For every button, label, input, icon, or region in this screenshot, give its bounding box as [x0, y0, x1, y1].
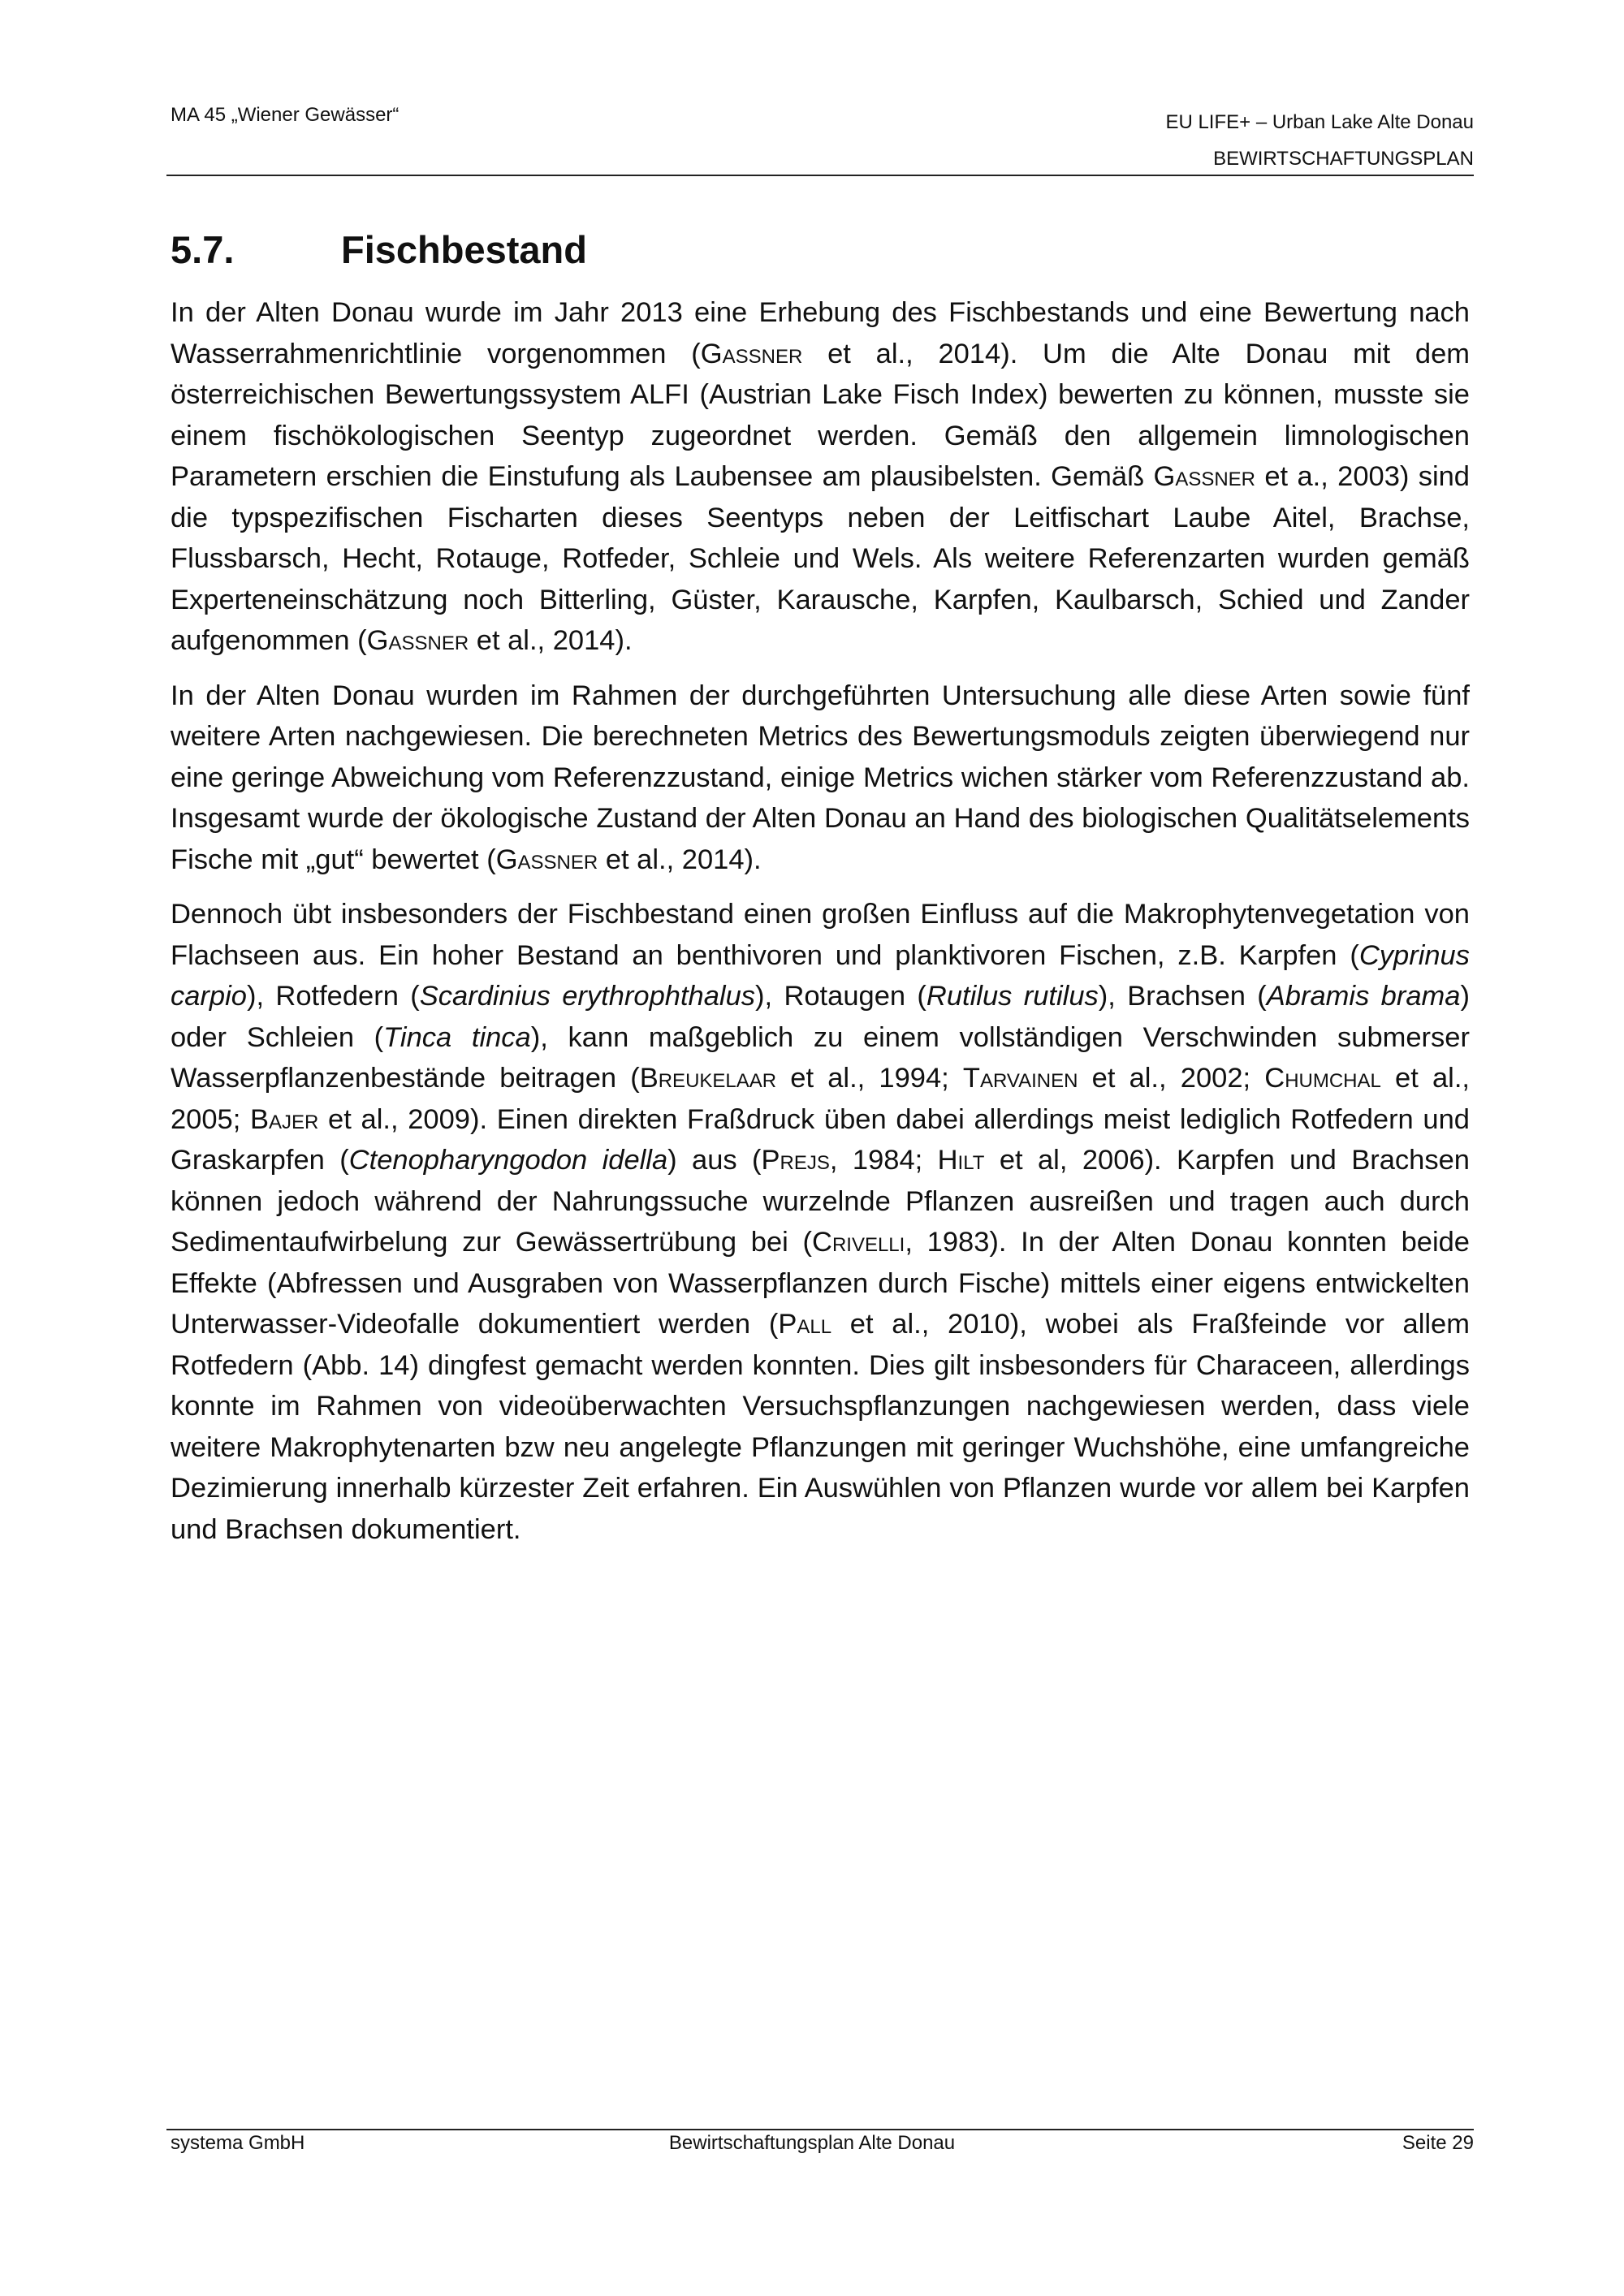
- header-project-title: EU LIFE+ – Urban Lake Alte Donau: [1165, 111, 1474, 133]
- author-citation: Gassner: [1153, 461, 1256, 492]
- species-name: Abramis brama: [1266, 981, 1461, 1012]
- paragraph-3: Dennoch übt insbesonders der Fischbestand einen großen Einfluss auf die Makrophytenvegetation von Flachseen aus. Ein hoher Bestand an benthivoren und planktivoren Fischen, z.B. Karpfen (Cyprinus carpio), Rotfedern (Scardinius erythrophthalus), Rotaugen (Rutilus rutilus), Brachsen (Abramis brama) oder Schleien (Tinca tinca), kann maßgeblich zu einem vollständigen Verschwinden submerser Wasserpflanzenbestände beitragen (Breukelaar et al., 1994; Tarvainen et al., 2002; Chumchal et al., 2005; Bajer et al., 2009). Einen direkten Fraßdruck üben dabei allerdings meist lediglich Rotfedern und Graskarpfen (Ctenopharyngodon idella) aus (Prejs, 1984; Hilt et al, 2006). Karpfen und Brachsen können jedoch während der Nahrungssuche wurzelnde Pflanzen ausreißen und tragen auch durch Sedimentaufwirbelung zur Gewässertrübung bei (Crivelli, 1983). In der Alten Donau konnten beide Effekte (Abfressen und Ausgraben von Wasserpflanzen durch Fische) mittels einer eigens entwickelten Unterwasser-Videofalle dokumentiert werden (Pall et al., 2010), wobei als Fraßfeinde vor allem Rotfedern (Abb. 14) dingfest gemacht werden konnten. Dies gilt insbesonders für Characeen, allerdings konnte im Rahmen von videoüberwachten Versuchspflanzungen nachgewiesen werden, dass viele weitere Makrophytenarten bzw neu angelegte Pflanzungen mit geringer Wuchshöhe, eine umfangreiche Dezimierung innerhalb kürzester Zeit erfahren. Ein Auswühlen von Pflanzen wurde vor allem bei Karpfen und Brachsen dokumentiert.: [171, 899, 1470, 1545]
- author-citation: Tarvainen: [962, 1063, 1078, 1094]
- species-name: Ctenopharyngodon idella: [348, 1145, 668, 1176]
- footer-company: systema GmbH: [171, 2132, 305, 2154]
- species-name: Rutilus rutilus: [926, 981, 1099, 1012]
- author-citation: Gassner: [495, 844, 598, 875]
- species-name: Tinca tinca: [383, 1021, 531, 1053]
- author-citation: Crivelli: [812, 1227, 905, 1258]
- footer-page-number: Seite 29: [1402, 2132, 1474, 2154]
- author-citation: Gassner: [700, 338, 803, 369]
- footer-document-title: Bewirtschaftungsplan Alte Donau: [668, 2132, 956, 2154]
- header-organization: MA 45 „Wiener Gewässer“: [171, 104, 400, 126]
- paragraph-2: In der Alten Donau wurden im Rahmen der durchgeführten Untersuchung alle diese Arten sowie fünf weitere Arten nachgewiesen. Die berechneten Metrics des Bewertungsmoduls zeigten überwiegend nur eine geringe Abweichung vom Referenzzustand, einige Metrics wichen stärker vom Referenzzustand ab. Insgesamt wurde der ökologische Zustand der Alten Donau an Hand des biologischen Qualitätselements Fische mit „gut“ bewertet (Gassner et al., 2014).: [171, 680, 1470, 875]
- section-title: Fischbestand: [341, 228, 587, 271]
- paragraph-1: In der Alten Donau wurde im Jahr 2013 eine Erhebung des Fischbestands und eine Bewertung nach Wasserrahmenrichtlinie vorgenommen (Gassner et al., 2014). Um die Alte Donau mit dem österreichischen Bewertungssystem ALFI (Austrian Lake Fisch Index) bewerten zu können, musste sie einem fischökologischen Seentyp zugeordnet werden. Gemäß den allgemein limnologischen Parametern erschien die Einstufung als Laubensee am plausibelsten. Gemäß Gassner et a., 2003) sind die typspezifischen Fischarten dieses Seentyps neben der Leitfischart Laube Aitel, Brachse, Flussbarsch, Hecht, Rotauge, Rotfeder, Schleie und Wels. Als weitere Referenzarten wurden gemäß Experteneinschätzung noch Bitterling, Güster, Karausche, Karpfen, Kaulbarsch, Schied und Zander aufgenommen (Gassner et al., 2014).: [171, 297, 1471, 656]
- footer-divider: [166, 2129, 1474, 2130]
- author-citation: Pall: [778, 1309, 832, 1340]
- header-project: [1165, 104, 1474, 177]
- author-citation: Gassner: [366, 625, 469, 656]
- author-citation: Hilt: [937, 1145, 985, 1176]
- author-citation: Chumchal: [1264, 1063, 1381, 1094]
- author-citation: Breukelaar: [639, 1063, 777, 1094]
- species-name: Cyprinus carpio: [171, 939, 1470, 1012]
- body-text: [171, 292, 1470, 1564]
- section-heading: [171, 227, 587, 272]
- header-divider: [166, 175, 1474, 176]
- author-citation: Prejs: [761, 1145, 830, 1176]
- section-number: 5.7.: [171, 228, 235, 271]
- species-name: Scardinius erythrophthalus: [419, 981, 756, 1012]
- author-citation: Bajer: [250, 1103, 319, 1135]
- header-document-type: BEWIRTSCHAFTUNGSPLAN: [1213, 148, 1474, 170]
